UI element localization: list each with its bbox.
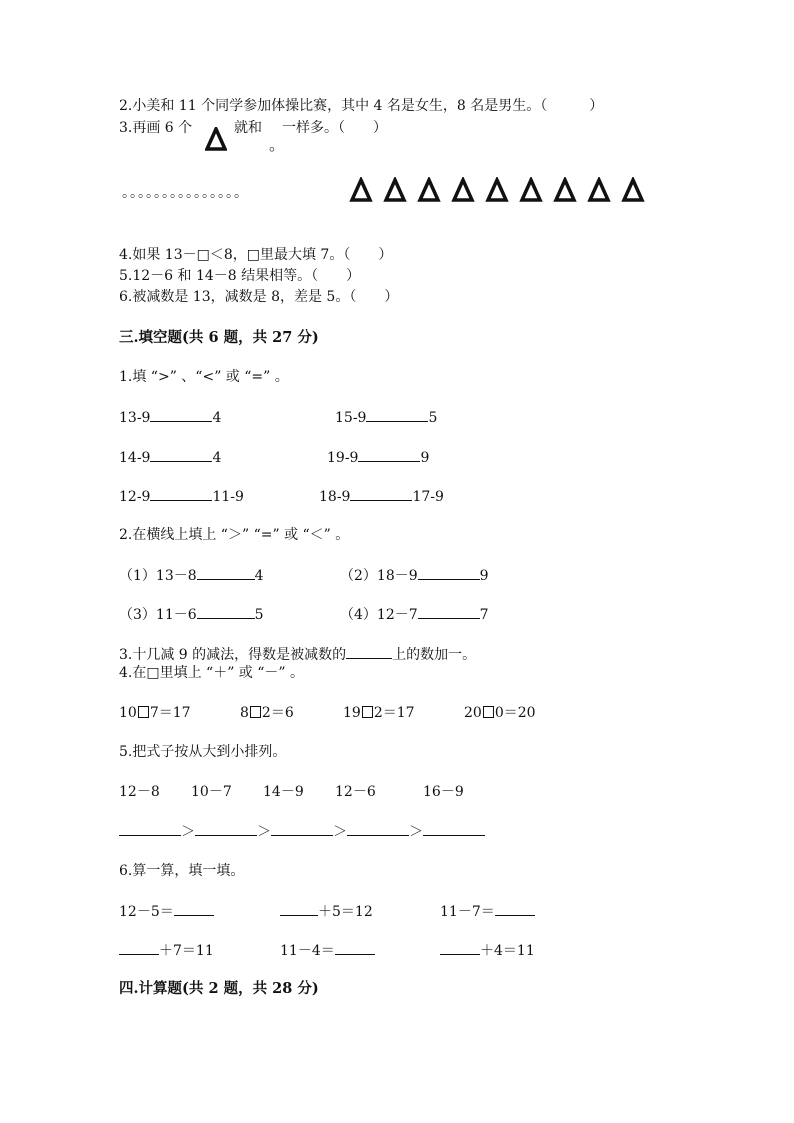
s3-q3: 3.十几减 9 的减法，得数是被减数的 上的数加一。 [119,644,476,664]
s3-q1-row2-right: 19-9 9 [327,447,429,467]
s3-q2-row2-left: （3）11－6 5 [119,604,264,624]
s3-q5-order: ＞ ＞ ＞ ＞ [119,821,485,841]
s3-q2-prompt: 2.在横线上填上 “＞” “=” 或 “＜” 。 [119,527,350,543]
triangle-icon [205,127,227,151]
s3-q1-row2-left: 14-9 4 [119,447,221,467]
s3-q6-r2-c: ＋4＝11 [440,940,535,960]
triangle-icon [553,177,587,203]
s3-q5-expr1: 12－8 [119,784,160,800]
operator-box[interactable] [138,706,149,718]
triangle-icon [349,177,383,203]
answer-blank[interactable] [440,940,480,955]
s3-q6-r1-c: 11－7＝ [440,901,535,921]
judge-q3-post: 一样多。（ ） [282,120,387,136]
triangle-icon [383,177,417,203]
answer-blank[interactable] [335,940,375,955]
s3-q4-item1: 10 7＝17 [119,705,191,721]
section3-title: 三.填空题(共 6 题，共 27 分) [119,329,319,346]
s3-q2-row1-left: （1）13－8 4 [119,565,264,585]
answer-blank[interactable] [418,604,480,619]
answer-blank[interactable] [150,486,212,501]
answer-blank[interactable] [350,486,412,501]
answer-blank[interactable] [197,604,255,619]
answer-blank[interactable] [119,940,159,955]
answer-blank[interactable] [358,447,420,462]
s3-q2-row1-right: （2）18－9 9 [340,565,489,585]
s3-q5-prompt: 5.把式子按从大到小排列。 [119,744,287,760]
answer-blank[interactable] [495,901,535,916]
s3-q1-row1-right: 15-9 5 [335,407,437,427]
operator-box[interactable] [362,706,373,718]
triangle-icon [417,177,451,203]
s3-q5-expr3: 14－9 [263,784,304,800]
s3-q6-prompt: 6.算一算，填一填。 [119,863,245,879]
s3-q5-expr2: 10－7 [191,784,232,800]
answer-blank[interactable] [119,821,181,836]
s3-q6-r2-a: ＋7＝11 [119,940,214,960]
answer-blank[interactable] [366,407,428,422]
s3-q6-r2-b: 11－4＝ [280,940,375,960]
judge-q2: 2.小美和 11 个同学参加体操比赛，其中 4 名是女生，8 名是男生。（ ） [119,98,604,114]
s3-q5-expr4: 12－6 [335,784,376,800]
triangle-icon [519,177,553,203]
s3-q4-item4: 20 0＝20 [464,705,536,721]
answer-blank[interactable] [271,821,333,836]
s3-q1-row3-right: 18-9 17-9 [319,486,444,506]
answer-blank[interactable] [423,821,485,836]
s3-q1-row1-left: 13-9 4 [119,407,221,427]
circle-icon: 。 [269,135,286,154]
s3-q4-item3: 19 2＝17 [343,705,415,721]
answer-blank[interactable] [197,565,255,580]
s3-q1-row3-left: 12-9 11-9 [119,486,244,506]
triangles-row [349,177,655,203]
operator-box[interactable] [250,706,261,718]
judge-q3-pre: 3.再画 6 个 [119,120,193,136]
operator-box[interactable] [483,706,494,718]
circles-row: 。。。。。。。。。。。。。。。 [122,185,249,201]
answer-blank[interactable] [150,447,212,462]
s3-q6-r1-b: ＋5＝12 [280,901,373,921]
s3-q6-r1-a: 12－5＝ [119,901,214,921]
triangle-icon [451,177,485,203]
judge-q3 [119,119,192,137]
answer-blank[interactable] [418,565,480,580]
answer-blank[interactable] [346,644,392,659]
answer-blank[interactable] [280,901,318,916]
s3-q2-row2-right: （4）12－7 7 [340,604,489,624]
triangle-icon [621,177,655,203]
triangle-icon [587,177,621,203]
s3-q4-prompt: 4.在□里填上 “＋” 或 “－” 。 [119,665,305,681]
s3-q5-expr5: 16－9 [423,784,464,800]
judge-q6: 6.被减数是 13，减数是 8，差是 5。（ ） [119,289,399,305]
s3-q1-prompt: 1.填 “>” 、“<” 或 “=” 。 [119,369,289,385]
triangle-icon [485,177,519,203]
judge-q3-mid: 就和 [234,120,262,136]
answer-blank[interactable] [174,901,214,916]
answer-blank[interactable] [150,407,212,422]
judge-q4: 4.如果 13－□＜8，□里最大填 7。（ ） [119,247,393,263]
answer-blank[interactable] [195,821,257,836]
answer-blank[interactable] [347,821,409,836]
section4-title: 四.计算题(共 2 题，共 28 分) [119,980,319,997]
judge-q5: 5.12－6 和 14－8 结果相等。（ ） [119,268,361,284]
s3-q4-item2: 8 2＝6 [240,705,294,721]
